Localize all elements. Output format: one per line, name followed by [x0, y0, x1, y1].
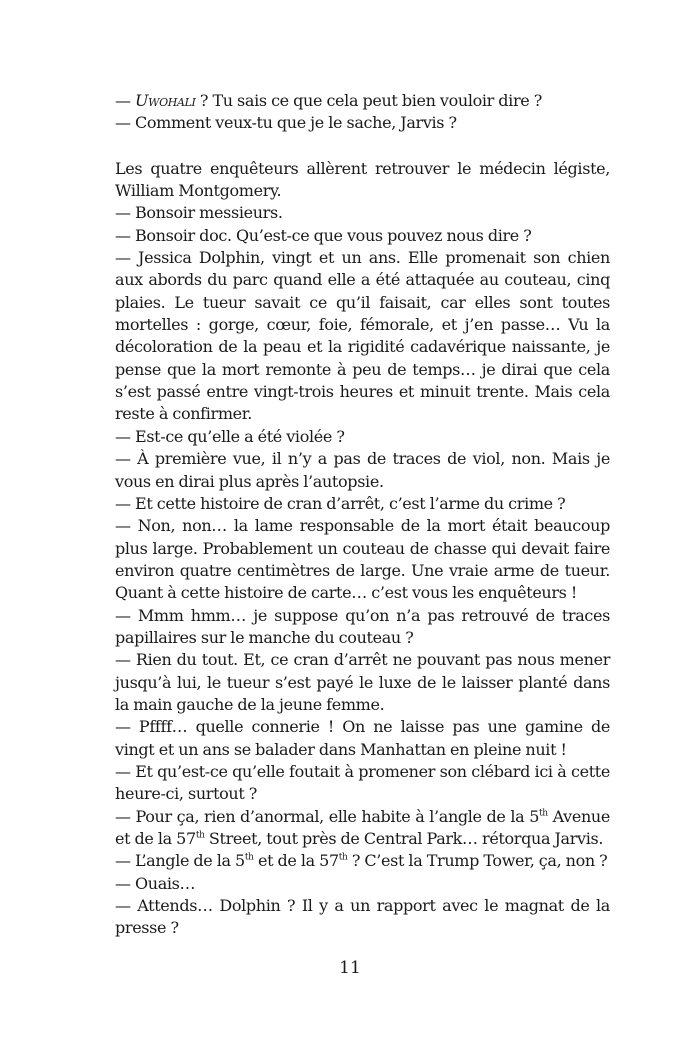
dialogue-dash: — — [115, 91, 135, 110]
paragraph-15-part-2: Avenue et de la 57 — [115, 806, 610, 848]
paragraph-5: — Bonsoir doc. Qu’est-ce que vous pouvez nous dire ? — [115, 225, 532, 245]
paragraph-16-part-1: — L’angle de la 5 — [115, 851, 245, 871]
page-number: 11 — [339, 958, 361, 978]
ordinal-suffix: th — [539, 808, 548, 819]
paragraph-7: — Est-ce qu’elle a été violée ? — [115, 426, 345, 446]
paragraph-3: Les quatre enquêteurs allèrent retrouver le médecin légiste, William Montgomery. — [115, 158, 610, 201]
paragraph-4: — Bonsoir messieurs. — [115, 203, 283, 223]
paragraph-1-rest: ? Tu sais ce que cela peut bien vouloir dire ? — [195, 91, 542, 110]
paragraph-13: — Pffff… quelle connerie ! On ne laisse pas une gamine de vingt et un ans se balader dans Manhattan en pleine nuit ! — [115, 717, 610, 759]
paragraph-9: — Et cette histoire de cran d’arrêt, c’est l’arme du crime ? — [115, 493, 566, 513]
ordinal-suffix: th — [338, 853, 348, 864]
paragraph-17: — Ouais… — [115, 873, 196, 893]
ordinal-suffix: th — [195, 830, 205, 841]
paragraph-18: — Attends… Dolphin ? Il y a un rapport avec le magnat de la presse ? — [115, 896, 610, 938]
paragraph-10: — Non, non… la lame responsable de la mort était beaucoup plus large. Probablement un couteau de chasse qui devait faire environ quatre centimètres de large. Une vraie arme de tueur. Quant à cette histoire de carte… c’est vous les enquêteurs ! — [115, 516, 610, 603]
paragraph-12: — Rien du tout. Et, ce cran d’arrêt ne pouvant pas nous mener jusqu’à lui, le tueur s’est payé le luxe de le laisser planté dans la main gauche de la jeune femme. — [115, 650, 610, 714]
paragraph-15-part-3: Street, tout près de Central Park… rétorqua Jarvis. — [204, 829, 604, 848]
paragraph-16-part-3: ? C’est la Trump Tower, ça, non ? — [347, 851, 608, 871]
ordinal-suffix: th — [244, 853, 254, 864]
paragraph-1 — [115, 90, 610, 112]
paragraph-16-part-2: et de la 57 — [253, 851, 339, 871]
paragraph-6: — Jessica Dolphin, vingt et un ans. Elle promenait son chien aux abords du parc quand elle a été attaquée au couteau, cinq plaies. Le tueur savait ce qu’il faisait, car elles sont toutes mortelles : gorge, cœur, foie, fémorale, et j’en passe… Vu la décoloration de la peau et la rigidité cadavérique naissante, je pense que la mort remonte à peu de temps… je dirai que cela s’est passé entre vingt-trois heures et minuit trente. Mais cela reste à confirmer. — [115, 248, 610, 424]
paragraph-15-part-1: — Pour ça, rien d’anormal, elle habite à l’angle de la 5 — [115, 806, 540, 826]
paragraph-14: — Et qu’est-ce qu’elle foutait à promener son clébard ici à cette heure-ci, surtout ? — [115, 761, 610, 804]
paragraph-15 — [115, 806, 610, 851]
paragraph-8: — À première vue, il n’y a pas de traces de viol, non. Mais je vous en dirai plus après l’autopsie. — [115, 449, 610, 491]
emphasized-word: Uwohali — [135, 91, 196, 110]
paragraph-2: — Comment veux-tu que je le sache, Jarvis ? — [115, 113, 457, 133]
body-text — [115, 90, 610, 940]
paragraph-11: — Mmm hmm… je suppose qu’on n’a pas retrouvé de traces papillaires sur le manche du couteau ? — [115, 605, 610, 647]
paragraph-16 — [115, 850, 610, 872]
